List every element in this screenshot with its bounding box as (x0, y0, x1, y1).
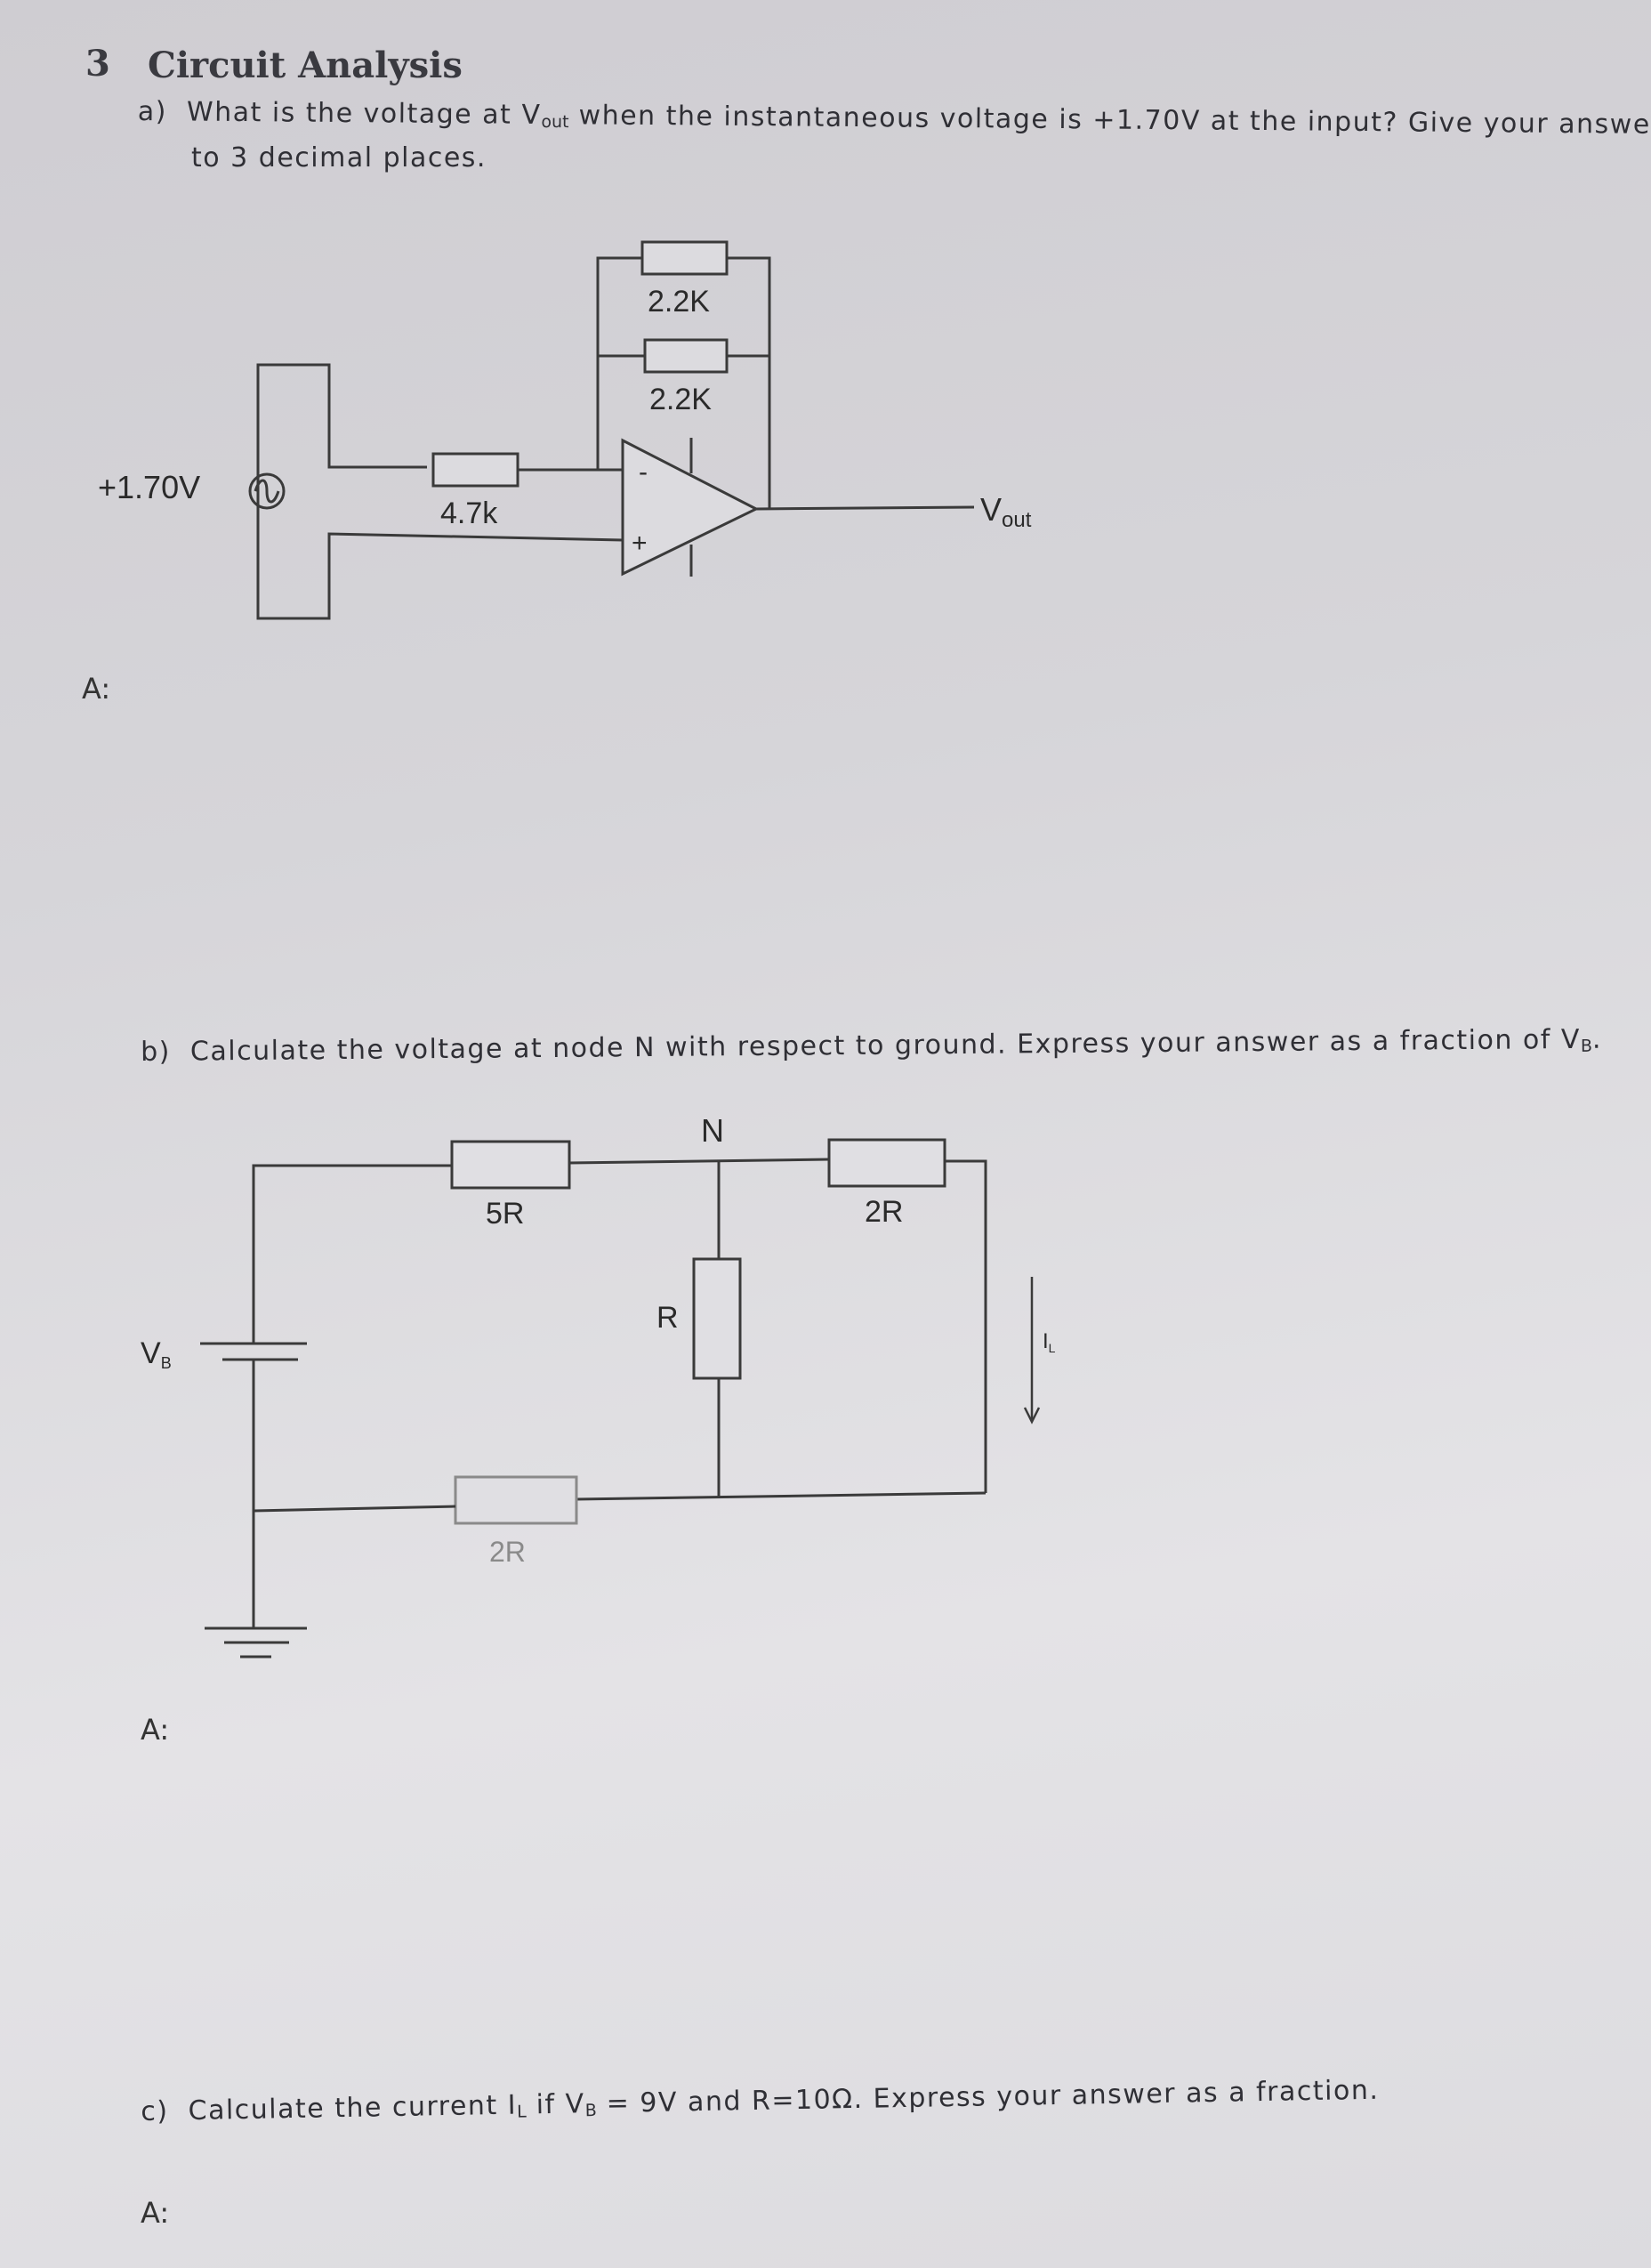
vout-label (980, 491, 1032, 532)
resistor-2-2k-top-label: 2.2K (648, 285, 710, 319)
part-b-text-1: Calculate the voltage at node N with respect to ground. Express your answer as a fraction of V (189, 1023, 1582, 1068)
part-c-label: c) (141, 2095, 169, 2127)
resistor-r (694, 1259, 740, 1378)
resistor-r-label: R (656, 1301, 679, 1335)
source-upper-wire (258, 365, 427, 491)
feedback-left-outer (598, 258, 642, 470)
part-c-answer-label: A: (141, 2196, 170, 2230)
part-c-text-3: = 9V and R=10Ω. Express your answer as a fraction. (596, 2074, 1380, 2120)
question-number: 3 (85, 43, 110, 85)
part-a-answer-label: A: (82, 672, 111, 706)
source-voltage-label: +1.70V (98, 469, 201, 505)
right-wire (945, 1161, 986, 1493)
resistor-4-7k-label: 4.7k (440, 496, 498, 530)
part-a-sub-1: out (541, 111, 569, 133)
top-middle-wire (569, 1159, 829, 1163)
part-c-sub-2: B (584, 2101, 598, 2121)
resistor-4-7k (433, 454, 518, 486)
opamp-circuit (250, 242, 974, 618)
resistor-2-2k-bottom-label: 2.2K (649, 383, 712, 416)
output-wire (756, 507, 974, 509)
battery-vb-label (141, 1336, 172, 1372)
part-b-text-2: . (1591, 1023, 1603, 1055)
resistor-2-2k-top (642, 242, 727, 274)
part-a-text-1: What is the voltage at V (186, 96, 542, 131)
part-b-sub-1: B (1580, 1036, 1593, 1056)
battery-label-sub: B (160, 1354, 172, 1372)
resistor-5r-label: 5R (486, 1197, 525, 1231)
resistor-2r-top-label: 2R (865, 1195, 904, 1229)
resistor-2-2k-bottom (645, 340, 727, 372)
bottom-left-wire (254, 1506, 455, 1511)
resistor-2r-top (829, 1140, 945, 1186)
part-a-text-2: when the instantaneous voltage is +1.70V at the input? Give your answe (568, 100, 1651, 141)
part-c-sub-1: L (516, 2102, 527, 2122)
resistor-5r (452, 1142, 569, 1188)
current-il-label (1043, 1329, 1056, 1355)
resistor-network (200, 1140, 1039, 1657)
top-left-wire (254, 1166, 452, 1344)
part-a-question-line2: to 3 decimal places. (191, 142, 487, 174)
part-c-text-1: Calculate the current I (188, 2089, 518, 2127)
resistor-2r-bottom (455, 1477, 576, 1523)
opamp-noninverting-sign: + (632, 529, 648, 558)
resistor-2r-bottom-label: 2R (489, 1536, 526, 1568)
current-label-main: I (1043, 1329, 1049, 1353)
bottom-right-wire (576, 1493, 986, 1499)
battery-label-main: V (141, 1336, 161, 1370)
vout-main: V (980, 491, 1003, 528)
feedback-right-outer (727, 258, 769, 509)
current-label-sub: L (1048, 1341, 1056, 1355)
part-a-label: a) (137, 96, 168, 128)
part-c-text-2: if V (526, 2088, 585, 2121)
vout-sub: out (1002, 508, 1032, 532)
part-b-label: b) (141, 1036, 172, 1068)
question-title: Circuit Analysis (148, 44, 463, 86)
opamp-inverting-sign: - (639, 457, 648, 487)
part-b-answer-label: A: (141, 1713, 170, 1747)
node-n-label: N (701, 1112, 724, 1149)
